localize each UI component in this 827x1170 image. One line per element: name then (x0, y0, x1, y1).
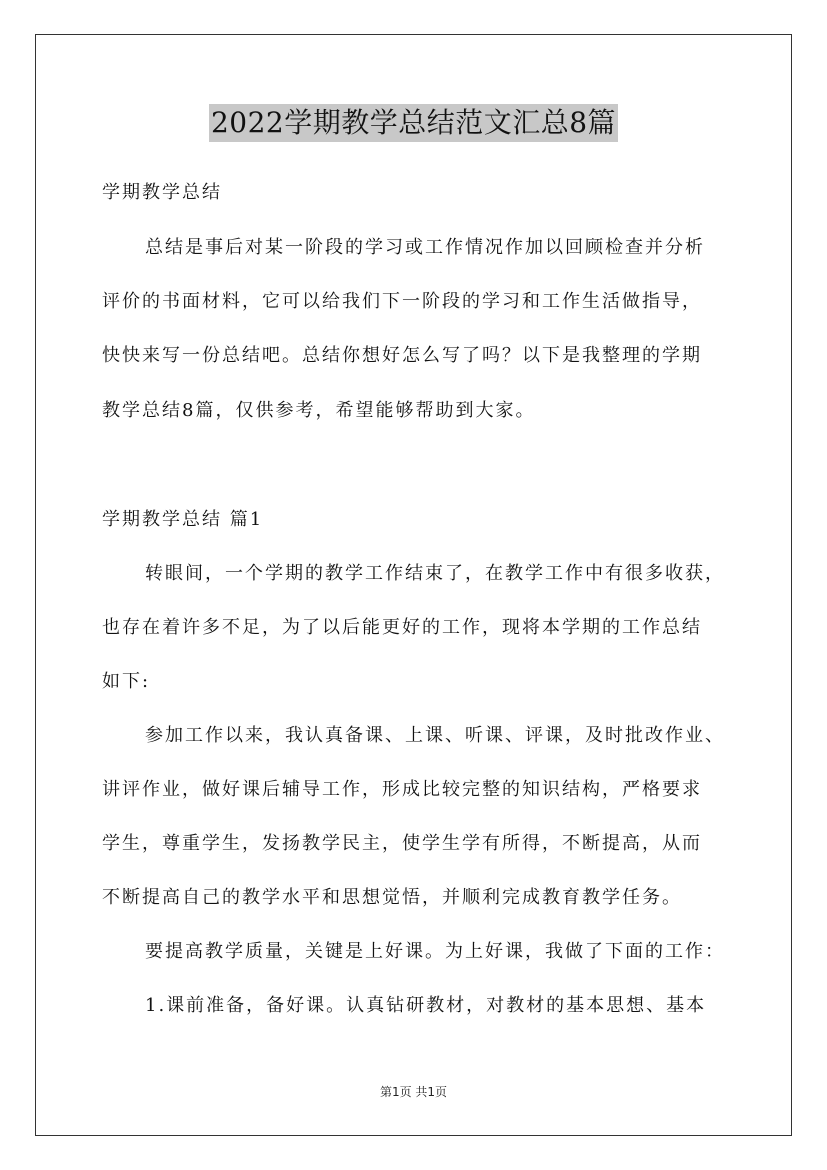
chapter-heading: 学期教学总结 篇1 (102, 509, 264, 530)
section-heading: 学期教学总结 (102, 182, 222, 203)
body-line: 也存在着许多不足，为了以后能更好的工作，现将本学期的工作总结 (102, 617, 702, 638)
body-line: 要提高教学质量，关键是上好课。为上好课，我做了下面的工作： (145, 941, 725, 962)
page-footer: 第1页 共1页 (379, 1085, 448, 1099)
body-line: 不断提高自己的教学水平和思想觉悟，并顺利完成教育教学任务。 (102, 887, 682, 908)
document-title: 2022学期教学总结范文汇总8篇 (209, 104, 618, 142)
intro-line: 总结是事后对某一阶段的学习或工作情况作加以回顾检查并分析 (145, 237, 705, 258)
body-line: 转眼间，一个学期的教学工作结束了，在教学工作中有很多收获， (145, 563, 725, 584)
body-line: 讲评作业，做好课后辅导工作，形成比较完整的知识结构，严格要求 (102, 779, 702, 800)
title-container (0, 104, 827, 142)
body-line: 如下: (102, 671, 151, 692)
body-line: 1.课前准备，备好课。认真钻研教材，对教材的基本思想、基本 (145, 995, 707, 1016)
intro-line: 快快来写一份总结吧。总结你想好怎么写了吗？以下是我整理的学期 (102, 345, 702, 366)
body-line: 参加工作以来，我认真备课、上课、听课、评课，及时批改作业、 (145, 725, 725, 746)
body-line: 学生，尊重学生，发扬教学民主，使学生学有所得，不断提高，从而 (102, 833, 702, 854)
intro-line: 教学总结8篇，仅供参考，希望能够帮助到大家。 (102, 400, 536, 421)
intro-line: 评价的书面材料，它可以给我们下一阶段的学习和工作生活做指导， (102, 291, 702, 312)
